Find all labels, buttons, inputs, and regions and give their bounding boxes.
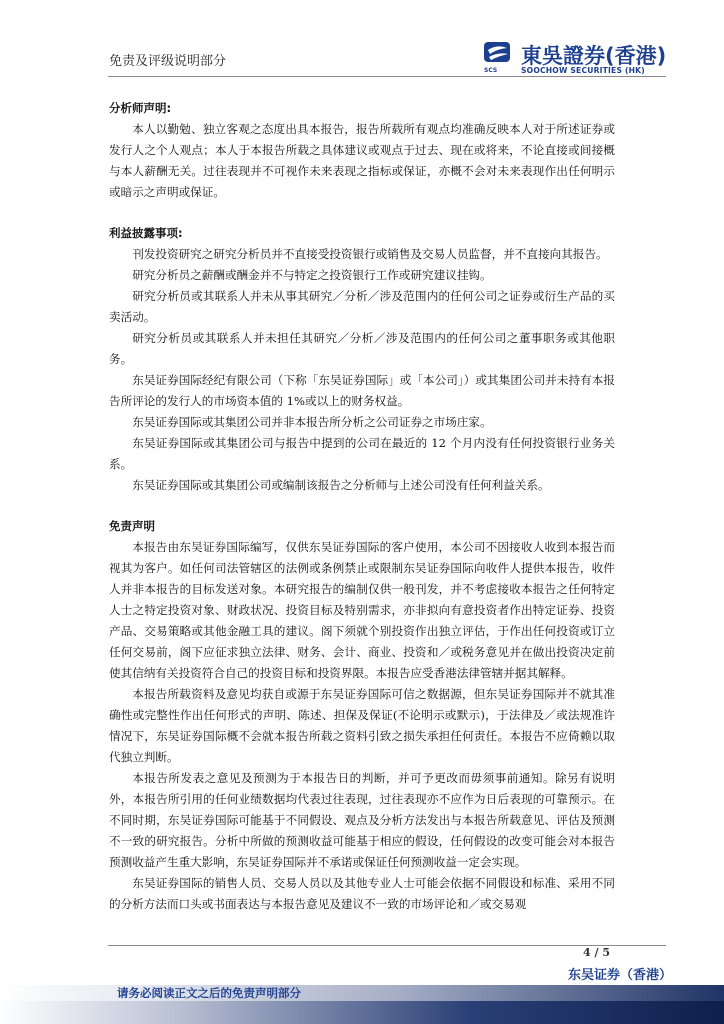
paragraph: 东吴证券国际经纪有限公司（下称「东吴证券国际」或「本公司」）或其集团公司并未持有本报告所评论的发行人的市场资本值的 1%或以上的财务权益。 xyxy=(109,373,615,408)
section-title-analyst-statement: 分析师声明: xyxy=(109,101,172,115)
paragraph: 本报告所发表之意见及预测为于本报告日的判断，并可予更改而毋须事前通知。除另有说明外，本报告所引用的任何业绩数据均代表过往表现，过往表现亦不应作为日后表现的可靠预示。在不同时期，东吴证券国际可能基于不同假设、观点及分析方法发出与本报告所载意见、评估及预测不一致的研究报告。分析中所做的预测收益可能基于相应的假设，任何假设的改变可能会对本报告预测收益产生重大影响，东吴证券国际并不承诺或保证任何预测收益一定会实现。 xyxy=(109,771,615,869)
paragraph: 本报告所载资料及意见均获自或源于东吴证券国际可信之数据源，但东吴证券国际并不就其准确性或完整性作出任何形式的声明、陈述、担保及保证(不论明示或默示)，于法律及／或法规准许情况下，东吴证券国际概不会就本报告所载之资料引致之损失承担任何责任。本报告不应倚赖以取代独立判断。 xyxy=(109,687,615,764)
footer-bar xyxy=(0,985,724,1024)
paragraph: 研究分析员或其联系人并未担任其研究／分析／涉及范围内的任何公司之董事职务或其他职务。 xyxy=(109,331,615,366)
footer-disclaimer-notice: 请务必阅读正文之后的免责声明部分 xyxy=(117,986,301,1000)
company-logo xyxy=(483,40,673,76)
paragraph: 本人以勤勉、独立客观之态度出具本报告，报告所载所有观点均准确反映本人对于所述证券或发行人之个人观点；本人于本报告所载之具体建议或观点于过去、现在或将来，不论直接或间接概与本人薪酬无关。过往表现并不可视作未来表现之指标或保证，亦概不会对未来表现作出任何明示或暗示之声明或保证。 xyxy=(109,122,615,199)
document-body xyxy=(109,98,615,915)
paragraph: 研究分析员或其联系人并未从事其研究／分析／涉及范围内的任何公司之证券或衍生产品的买卖活动。 xyxy=(109,289,615,324)
page-header-title: 免责及评级说明部分 xyxy=(109,54,227,69)
paragraph: 本报告由东吴证券国际编写，仅供东吴证券国际的客户使用，本公司不因接收人收到本报告而视其为客户。如任何司法管辖区的法例或条例禁止或限制东吴证券国际向收件人提供本报告，收件人并非本报告的目标发送对象。本研究报告的编制仅供一般刊发，并不考虑接收本报告之任何特定人士之特定投资对象、财政状况、投资目标及特别需求，亦非拟向有意投资者作出特定证券、投资产品、交易策略或其他金融工具的建议。阁下须就个别投资作出独立评估，于作出任何投资或订立任何交易前，阁下应征求独立法律、财务、会计、商业、投资和／或税务意见并在做出投资决定前使其信纳有关投资符合自己的投资目标和投资界限。本报告应受香港法律管辖并据其解释。 xyxy=(109,540,615,680)
page-number: 4 / 5 xyxy=(583,946,610,959)
paragraph: 刊发投资研究之研究分析员并不直接受投资银行或销售及交易人员监督，并不直接向其报告。 xyxy=(132,247,608,261)
paragraph: 研究分析员之薪酬或酬金并不与特定之投资银行工作或研究建议挂钩。 xyxy=(132,268,492,282)
footer-brand-name: 东吴证券（香港） xyxy=(568,968,673,983)
section-title-interest-disclosure: 利益披露事项: xyxy=(109,226,183,240)
paragraph: 东吴证券国际或其集团公司与报告中提到的公司在最近的 12 个月内没有任何投资银行业务关系。 xyxy=(109,436,615,471)
paragraph: 东吴证券国际或其集团公司或编制该报告之分析师与上述公司没有任何利益关系。 xyxy=(132,478,550,492)
logo-chinese-name: 東吳證券(香港) xyxy=(521,44,667,68)
logo-english-name: SOOCHOW SECURITIES (HK) xyxy=(521,66,645,75)
header-divider xyxy=(108,76,666,77)
paragraph: 东吴证券国际或其集团公司并非本报告所分析之公司证券之市场庄家。 xyxy=(132,415,492,429)
logo-mark-text: SCS xyxy=(484,67,498,74)
section-title-disclaimer: 免责声明 xyxy=(109,519,155,533)
paragraph: 东吴证券国际的销售人员、交易人员以及其他专业人士可能会依据不同假设和标准、采用不同的分析方法而口头或书面表达与本报告意见及建议不一致的市场评论和／或交易观 xyxy=(109,876,615,911)
